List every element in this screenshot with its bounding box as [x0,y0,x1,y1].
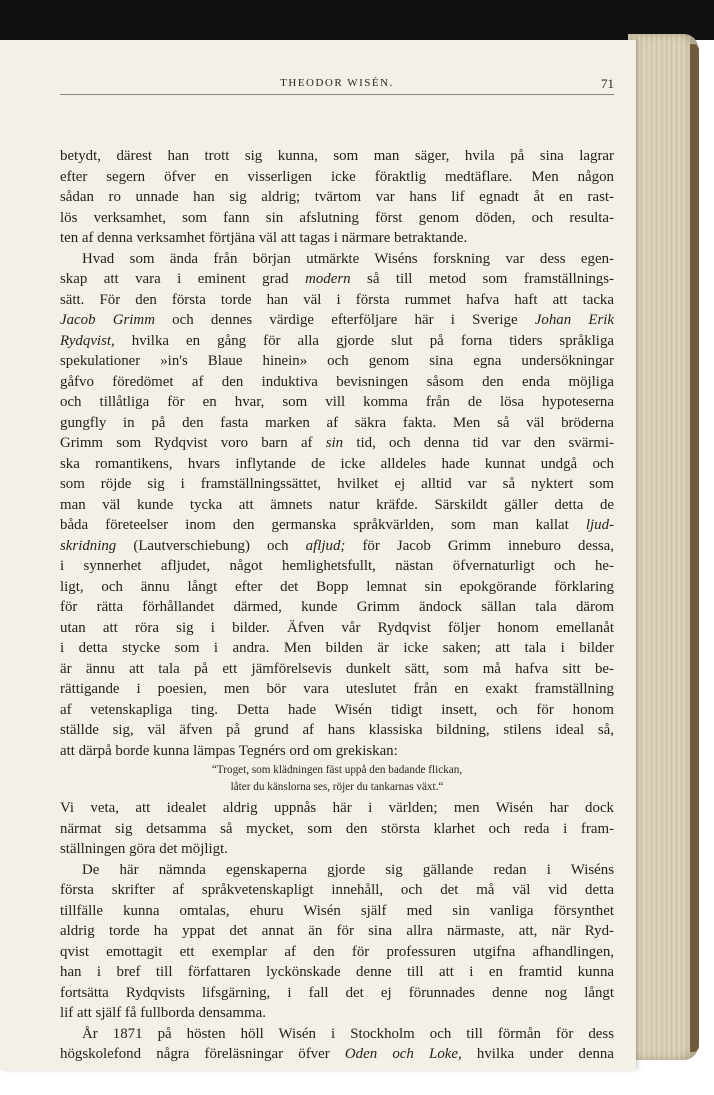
text-line: fortsätta Rydqvists lifsgärning, i fall det ej förunnades denne nog långt [60,984,614,1001]
text-line: De här nämnda egenskaperna gjorde sig gällande redan i Wiséns [82,861,614,878]
text-line: ställde sig, väl äfven på grund af hans klassiska bildning, stilens ideal så, [60,722,614,738]
text-line: af vetenskapliga ting. Detta hade Wisén tidigt insett, och för honom [60,701,614,718]
text-line: efter segern öfver en visserligen icke föraktlig medtäflare. Men någon [60,168,614,185]
text-line: man väl kunde tycka att ämnets natur kräfde. Särskildt gäller detta de [60,496,614,513]
page-number: 71 [601,76,614,91]
quote-line: låter du känslorna ses, röjer du tankarnas växt.“ [230,781,444,793]
text-line: i detta stycke som i andra. Men bilden är icke saken; att tala i bilder [60,640,614,656]
text-line: sätt. För den första torde han väl i första rummet hafva haft att tacka [60,291,614,308]
text-line: Hvad som ända från början utmärkte Wiséns forskning var dess egen- [82,250,614,267]
text-line: Jacob Grimm och dennes värdige efterföljare här i Sverige Johan Erik [60,312,615,328]
text-line: skridning (Lautverschiebung) och afljud; för Jacob Grimm inneburo dessa, [60,537,614,554]
text-line: betydt, därest han trott sig kunna, som man säger, hvila på sina lagrar [60,148,614,164]
text-line: första skrifter af språkvetenskapligt innehåll, och det må väl vid detta [60,882,614,898]
text-line: ligt, och ännu långt efter det Bopp lemnat sin epokgörande förklaring [60,578,614,595]
running-head [60,74,614,95]
body-text [60,146,614,1065]
text-line: högskolefond några föreläsningar öfver Oden och Loke, hvilka under denna [60,1046,614,1062]
text-line: gåfvo föredömet af den induktiva bevisningen såsom den enda möjliga [60,373,614,390]
text-line: Rydqvist, hvilka en gång för alla gjorde slut på forna tiders språkliga [60,332,614,349]
text-line: tillfälle kunna omtalas, ehuru Wisén själf med sin vanliga försynthet [60,902,614,919]
book-page-edges [628,34,698,1060]
text-line: lif att själf få fullborda densamma. [60,1005,266,1021]
text-line: i synnerhet afljudet, något hemlighetsfullt, nästan öfvernaturligt och he- [60,558,614,574]
text-line: ställningen göra det möjligt. [60,841,228,857]
book-cover-edge [690,44,699,1052]
text-line: att därpå borde kunna lämpas Tegnérs ord om grekiskan: [60,742,398,759]
text-line: aldrig torde ha yppat det annat än för sina allra närmaste, att, när Ryd- [60,923,614,939]
text-line: ten af denna verksamhet förtjäna väl att tagas i närmare betraktande. [60,230,468,246]
scanner-border [0,0,714,40]
text-line: för rätta förhållandet därmed, kunde Grimm ändock sällan tala därom [60,599,614,615]
text-line: och tillåtliga för en hvar, som vill komma från de lösa hypoteserna [60,394,614,410]
text-line: lös verksamhet, som fann sin afslutning först genom döden, och resulta- [60,209,614,226]
text-line: är ännu att tala på ett jämförelsevis dunkelt sätt, som må hafva sitt be- [60,660,614,677]
running-title: THEODOR WISÉN. [280,77,394,89]
text-line: han i bref till författaren lyckönskade denne till att i en framtid kunna [60,964,614,980]
text-line: gungfly in på den fasta marken af säkra fakta. Men så väl bröderna [60,414,614,431]
text-line: utan att röra sig i bilder. Äfven vår Rydqvist följer honom emellanåt [60,619,614,636]
text-line: spekulationer »in's Blaue hinein» och genom sina egna undersökningar [60,353,614,369]
text-line: Vi veta, att idealet aldrig uppnås här i världen; men Wisén har dock [60,800,614,816]
text-line: båda företeelser inom den germanska språkvärlden, som man kallat ljud- [60,517,614,533]
text-line: närmat sig detsamma så mycket, som den största klarhet och reda i fram- [60,820,614,837]
text-line: År 1871 på hösten höll Wisén i Stockholm och till förmån för dess [82,1025,614,1042]
text-line: ska romantikens, hvars inflytande de icke alldeles hade kunnat undgå och [60,455,614,472]
text-line: qvist emottagit ett exemplar af den för professuren utgifna afhandlingen, [60,943,614,960]
text-line: som röjde sig i framställningssättet, hvilket ej alltid var så nyktert som [60,476,614,492]
text-line: skap att vara i eminent grad modern så till metod som framställnings- [60,271,614,287]
text-line: rättigande i poesien, men bör vara uteslutet från en exakt framställning [60,681,614,697]
text-line: sådan ro unnade han sig aldrig; tvärtom var hans lif egnadt åt en rast- [60,189,614,205]
text-line: Grimm som Rydqvist voro barn af sin tid, och denna tid var den svärmi- [60,435,614,451]
quote-line: “Troget, som klädningen fäst uppå den badande flickan, [211,764,463,776]
